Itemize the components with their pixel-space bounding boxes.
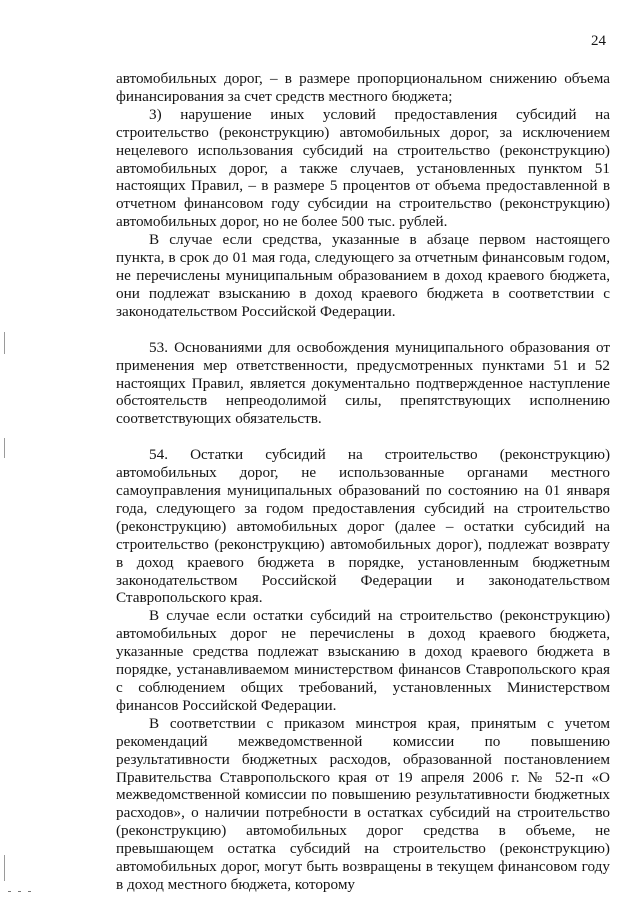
paragraph-54: 54. Остатки субсидий на строительство (реконструкцию) автомобильных дорог, не использованные органами местного самоуправления муниципальных образований по состоянию на 01 января года, следующего за годом предоставления субсидий на строительство (реконструкцию) автомобильных дорог (далее – остатки субсидий на строительство (реконструкцию) автомобильных дорог), подлежат возврату в доход краевого бюджета в порядке, установленным бюджетным законодательством Российской Федерации и законодательством Ставропольского края.	[116, 446, 610, 607]
paragraph-continuation: автомобильных дорог, – в размере пропорциональном снижению объема финансирования за счет средств местного бюджета;	[116, 70, 610, 105]
paragraph-53: 53. Основаниями для освобождения муниципального образования от применения мер ответственности, предусмотренных пунктами 51 и 52 настоящих Правил, является документально подтвержденное наступление обстоятельств непреодолимой силы, препятствующих исполнению соответствующих обязательств.	[116, 338, 610, 428]
scan-mark	[28, 891, 31, 892]
scan-margin-tick	[4, 855, 5, 881]
scan-mark	[8, 891, 11, 892]
scan-margin-tick	[4, 332, 5, 354]
document-body	[116, 70, 610, 894]
scan-margin-tick	[4, 438, 5, 458]
paragraph-recovery: В случае если средства, указанные в абзаце первом настоящего пункта, в срок до 01 мая года, следующего за отчетным финансовым годом, не перечислены муниципальным образованием в доход краевого бюджета, они подлежат взысканию в доход краевого бюджета в соответствии с законодательством Российской Федерации.	[116, 231, 610, 320]
scan-mark	[18, 891, 21, 892]
page-number: 24	[591, 33, 606, 49]
paragraph-item-3: 3) нарушение иных условий предоставления субсидий на строительство (реконструкцию) автомобильных дорог, за исключением нецелевого использования субсидий на строительство (реконструкцию) автомобильных дорог, а также случаев, установленных пунктом 51 настоящих Правил, – в размере 5 процентов от объема предоставленной в отчетном финансовом году субсидии на строительство (реконструкцию) автомобильных дорог, но не более 500 тыс. рублей.	[116, 105, 610, 231]
paragraph-54-recovery: В случае если остатки субсидий на строительство (реконструкцию) автомобильных дорог не перечислены в доход краевого бюджета, указанные средства подлежат взысканию в доход краевого бюджета в порядке, устанавливаемом министерством финансов Ставропольского края с соблюдением общих требований, установленных Министерством финансов Российской Федерации.	[116, 607, 610, 714]
paragraph-54-return: В соответствии с приказом минстроя края, принятым с учетом рекомендаций межведомственной комиссии по повышению результативности бюджетных расходов, образованной постановлением Правительства Ставропольского края от 19 апреля 2006 г. № 52-п «О межведомственной комиссии по повышению результативности бюджетных расходов», о наличии потребности в остатках субсидий на строительство (реконструкцию) автомобильных дорог средства в объеме, не превышающем остатка субсидий на строительство (реконструкцию) автомобильных дорог, могут быть возвращены в текущем финансовом году в доход местного бюджета, которому	[116, 714, 610, 893]
